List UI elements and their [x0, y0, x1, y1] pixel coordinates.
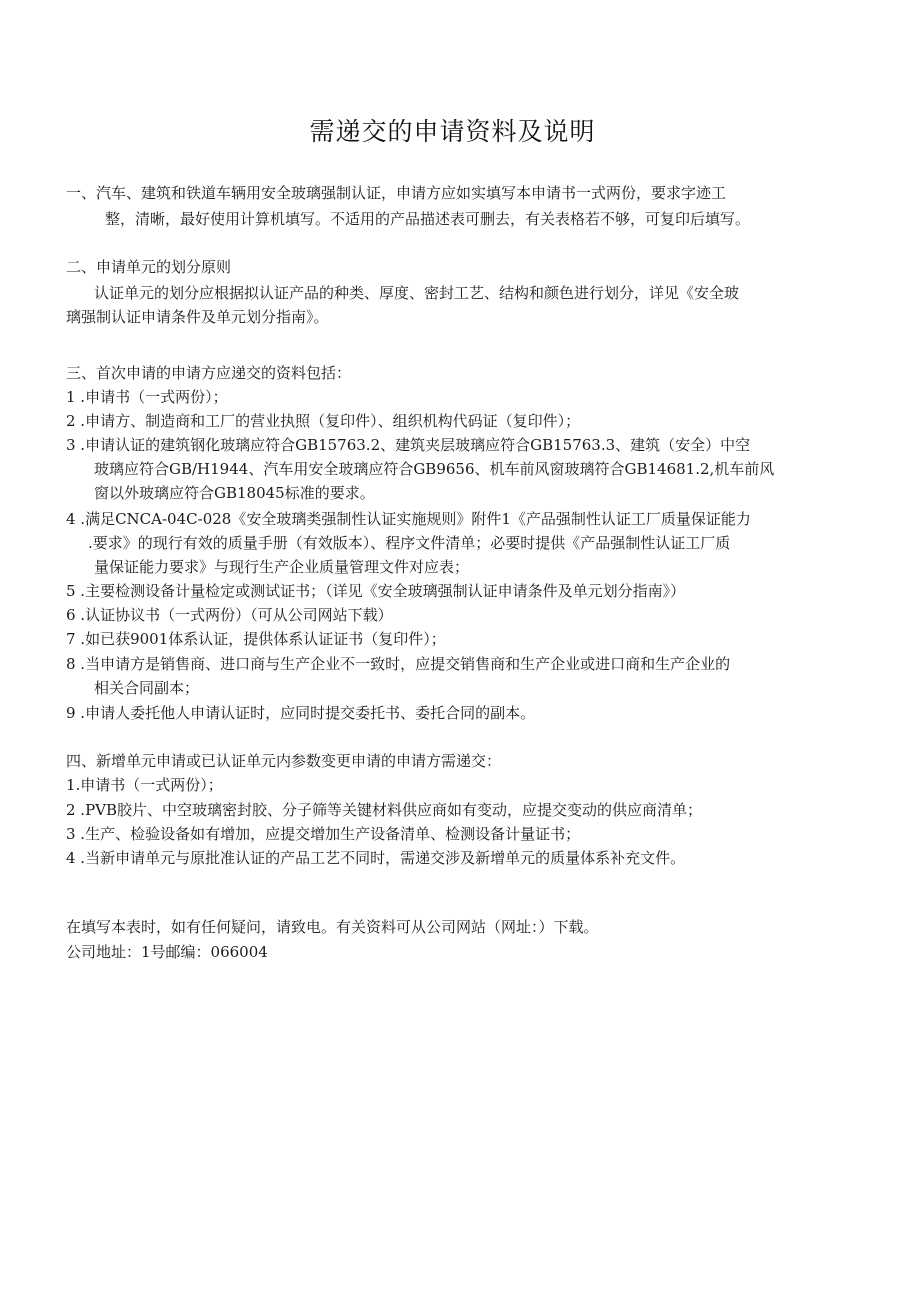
section3-heading: 三、首次申请的申请方应递交的资料包括：	[66, 364, 352, 382]
section4-item3: 3 .生产、检验设备如有增加，应提交增加生产设备清单、检测设备计量证书；	[66, 825, 581, 843]
section3-item3-line1: 3 .申请认证的建筑钢化玻璃应符合GB15763.2、建筑夹层玻璃应符合GB15763.3、建筑（安全）中空	[66, 436, 751, 454]
section3-item9: 9 .申请人委托他人申请认证时，应同时提交委托书、委托合同的副本。	[66, 704, 536, 722]
section3-item4-line2: .要求》的现行有效的质量手册（有效版本）、程序文件清单；必要时提供《产品强制性认证工厂质	[88, 534, 731, 552]
contact-note: 在填写本表时，如有任何疑问，请致电。有关资料可从公司网站（网址：）下载。	[66, 918, 599, 936]
section1-line1: 一、汽车、建筑和铁道车辆用安全玻璃强制认证，申请方应如实填写本申请书一式两份，要求字迹工	[66, 184, 727, 202]
section3-item5: 5 .主要检测设备计量检定或测试证书；（详见《安全玻璃强制认证申请条件及单元划分指南》）	[66, 582, 686, 600]
section3-item8-line2: 相关合同副本；	[94, 679, 200, 697]
section1-line2: 整，清晰，最好使用计算机填写。不适用的产品描述表可删去，有关表格若不够，可复印后填写。	[105, 210, 751, 228]
section3-item1: 1 .申请书（一式两份）；	[66, 388, 228, 406]
section3-item8-line1: 8 .当申请方是销售商、进口商与生产企业不一致时，应提交销售商和生产企业或进口商和生产企业的	[66, 655, 731, 673]
section3-item3-line2: 玻璃应符合GB/H1944、汽车用安全玻璃应符合GB9656、机车前风窗玻璃符合GB14681.2,机车前风	[94, 460, 775, 478]
section4-item2: 2 .PVB胶片、中空玻璃密封胶、分子筛等关键材料供应商如有变动，应提交变动的供应商清单；	[66, 801, 703, 819]
company-address: 公司地址：1号邮编：066004	[66, 943, 268, 961]
page-title: 需递交的申请资料及说明	[309, 117, 596, 146]
section3-item4-line3: 量保证能力要求》与现行生产企业质量管理文件对应表；	[94, 558, 470, 576]
section4-item4: 4 .当新申请单元与原批准认证的产品工艺不同时，需递交涉及新增单元的质量体系补充文件。	[66, 849, 686, 867]
section3-item4-line1: 4 .满足CNCA-04C-028《安全玻璃类强制性认证实施规则》附件1《产品强制性认证工厂质量保证能力	[66, 510, 751, 528]
section3-item3-line3: 窗以外玻璃应符合GB18045标准的要求。	[94, 484, 375, 502]
section4-item1: 1.申请书（一式两份）；	[66, 776, 223, 794]
section3-item6: 6 .认证协议书（一式两份）（可从公司网站下载）	[66, 606, 393, 624]
section2-line2: 璃强制认证申请条件及单元划分指南》。	[66, 308, 329, 326]
section4-heading: 四、新增单元申请或已认证单元内参数变更申请的申请方需递交：	[66, 752, 502, 770]
section3-item7: 7 .如已获9001体系认证，提供体系认证证书（复印件）；	[66, 630, 446, 648]
section3-item2: 2 .申请方、制造商和工厂的营业执照（复印件）、组织机构代码证（复印件）；	[66, 412, 581, 430]
section2-heading: 二、申请单元的划分原则	[66, 258, 232, 276]
section2-line1: 认证单元的划分应根据拟认证产品的种类、厚度、密封工艺、结构和颜色进行划分，详见《安全玻	[94, 284, 740, 302]
